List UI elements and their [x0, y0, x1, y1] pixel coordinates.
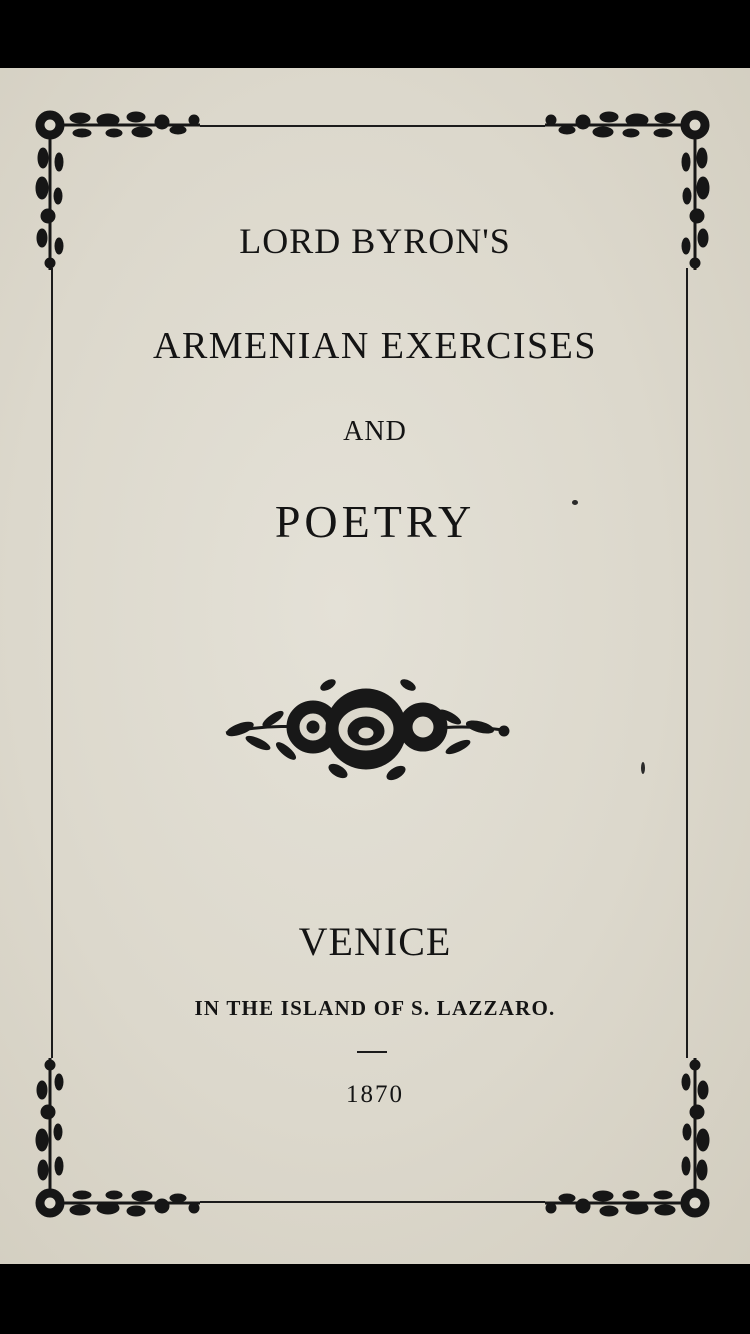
- imprint-place: VENICE: [298, 919, 452, 964]
- title-line-poetry: POETRY: [274, 496, 476, 547]
- imprint-divider: [357, 1051, 387, 1053]
- floral-corner-ornament-icon: [30, 1053, 205, 1228]
- floral-vignette-icon: [218, 671, 514, 791]
- imprint-year: 1870: [346, 1081, 404, 1108]
- border-rule-top: [200, 125, 545, 127]
- title-page: [0, 68, 750, 1264]
- paper-speck: [572, 500, 578, 505]
- paper-speck: [641, 762, 645, 774]
- title-line-main: ARMENIAN EXERCISES: [153, 325, 597, 367]
- floral-corner-ornament-icon: [540, 1053, 715, 1228]
- imprint-publisher: IN THE ISLAND OF S. LAZZARO.: [194, 996, 556, 1020]
- border-rule-bottom: [200, 1201, 545, 1203]
- title-line-author: LORD BYRON'S: [239, 221, 511, 261]
- title-line-conjunction: AND: [343, 416, 407, 447]
